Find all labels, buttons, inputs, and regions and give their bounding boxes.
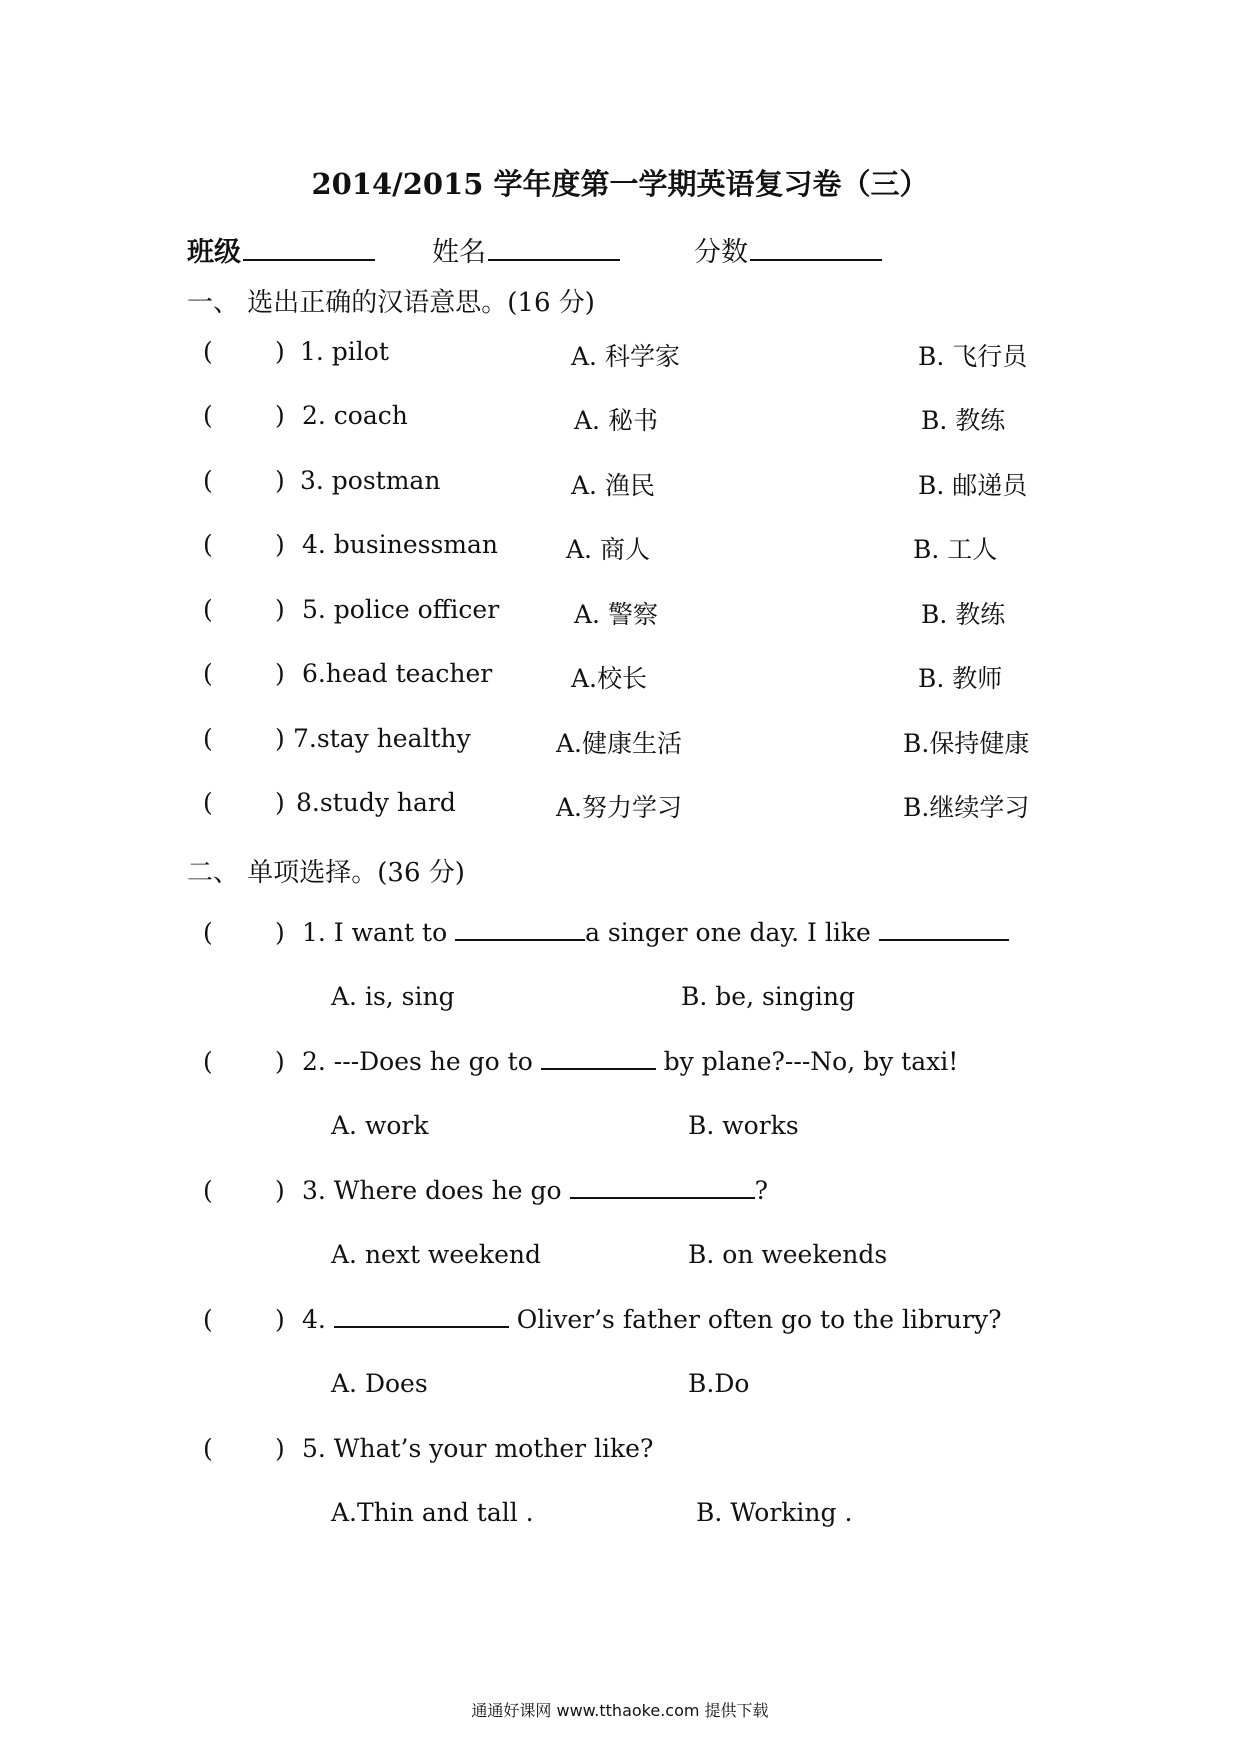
answer-paren-open: (	[203, 595, 213, 624]
name-field	[432, 230, 620, 269]
question-part: 2. ---Does he go to	[302, 1047, 541, 1076]
option-b: B. Working .	[696, 1498, 853, 1527]
answer-paren-open: (	[203, 401, 213, 430]
question-part: by plane?---No, by taxi!	[655, 1047, 959, 1076]
option-b: B.Do	[688, 1369, 750, 1398]
question-text: 8.study hard	[296, 788, 456, 817]
question-part: a singer one day. I like	[585, 918, 879, 947]
option-b: B. 教师	[918, 664, 1003, 693]
option-b: B. be, singing	[681, 982, 855, 1011]
question-part: Oliver’s father often go to the librury?	[508, 1305, 1002, 1334]
answer-paren-close: )	[275, 530, 285, 559]
option-b: B. 教练	[921, 406, 1006, 435]
option-a: A. work	[331, 1111, 429, 1140]
answer-paren-close: )	[275, 401, 285, 430]
question-text: 6.head teacher	[302, 659, 493, 688]
answer-paren-open: (	[203, 1176, 213, 1205]
score-label: 分数	[694, 237, 748, 268]
question-part: ?	[754, 1176, 768, 1205]
answer-paren-open: (	[203, 724, 213, 753]
answer-paren-close: )	[275, 788, 285, 817]
question-text: 2. coach	[302, 401, 408, 430]
name-blank[interactable]	[488, 257, 620, 261]
option-b: B.保持健康	[903, 729, 1030, 758]
question-text: 5. What’s your mother like?	[302, 1434, 654, 1463]
class-label: 班级	[187, 237, 241, 268]
option-a: A. next weekend	[331, 1240, 541, 1269]
option-a: A. 商人	[566, 535, 650, 564]
option-a: A.Thin and tall .	[331, 1498, 534, 1527]
option-a: A.努力学习	[556, 793, 683, 822]
answer-paren-open: (	[203, 1047, 213, 1076]
answer-paren-open: (	[203, 659, 213, 688]
question-part: 3. Where does he go	[302, 1176, 570, 1205]
option-a: A. 警察	[574, 600, 658, 629]
answer-paren-open: (	[203, 788, 213, 817]
answer-paren-open: (	[203, 337, 213, 366]
option-b: B. 教练	[921, 600, 1006, 629]
answer-paren-close: )	[275, 595, 285, 624]
page-title: 2014/2015 学年度第一学期英语复习卷（三）	[311, 167, 929, 201]
option-a: A. is, sing	[331, 982, 455, 1011]
option-a: A.校长	[571, 664, 648, 693]
question-part: 1. I want to	[302, 918, 456, 947]
fill-blank[interactable]	[541, 1067, 656, 1070]
fill-blank[interactable]	[879, 938, 1009, 941]
option-b: B. 邮递员	[918, 471, 1028, 500]
option-a: A. 科学家	[571, 342, 680, 371]
answer-paren-close: )	[275, 918, 285, 947]
option-b: B. 飞行员	[918, 342, 1028, 371]
question-part: 4.	[302, 1305, 334, 1334]
option-a: A.健康生活	[556, 729, 683, 758]
class-blank[interactable]	[243, 257, 375, 261]
question-text: 5. police officer	[302, 595, 500, 624]
answer-paren-open: (	[203, 1434, 213, 1463]
question-text: 3. postman	[300, 466, 441, 495]
footer-credit: 通通好课网 www.tthaoke.com 提供下载	[471, 1701, 769, 1720]
answer-paren-close: )	[275, 1434, 285, 1463]
question-text: 1. pilot	[300, 337, 389, 366]
answer-paren-open: (	[203, 466, 213, 495]
option-a: A. Does	[331, 1369, 428, 1398]
option-a: A. 渔民	[571, 471, 655, 500]
question-text: 4. businessman	[302, 530, 498, 559]
section2-heading: 二、 单项选择。(36 分)	[187, 858, 465, 888]
question-text	[302, 1176, 768, 1205]
name-label: 姓名	[432, 237, 486, 268]
option-a: A. 秘书	[574, 406, 658, 435]
score-field	[694, 230, 882, 269]
answer-paren-open: (	[203, 1305, 213, 1334]
answer-paren-open: (	[203, 918, 213, 947]
answer-paren-close: )	[275, 337, 285, 366]
option-b: B. 工人	[913, 535, 998, 564]
question-text: 7.stay healthy	[293, 724, 471, 753]
option-b: B.继续学习	[903, 793, 1030, 822]
fill-blank[interactable]	[455, 938, 585, 941]
question-text	[302, 918, 1009, 947]
answer-paren-close: )	[275, 724, 285, 753]
answer-paren-close: )	[275, 1047, 285, 1076]
fill-blank[interactable]	[334, 1325, 509, 1328]
section1-heading: 一、 选出正确的汉语意思。(16 分)	[187, 288, 595, 318]
option-b: B. on weekends	[688, 1240, 888, 1269]
question-text	[302, 1305, 1002, 1334]
answer-paren-open: (	[203, 530, 213, 559]
fill-blank[interactable]	[570, 1196, 755, 1199]
answer-paren-close: )	[275, 1305, 285, 1334]
class-field	[187, 230, 375, 269]
answer-paren-close: )	[275, 1176, 285, 1205]
answer-paren-close: )	[275, 466, 285, 495]
question-text	[302, 1047, 958, 1076]
option-b: B. works	[688, 1111, 799, 1140]
answer-paren-close: )	[275, 659, 285, 688]
score-blank[interactable]	[750, 257, 882, 261]
